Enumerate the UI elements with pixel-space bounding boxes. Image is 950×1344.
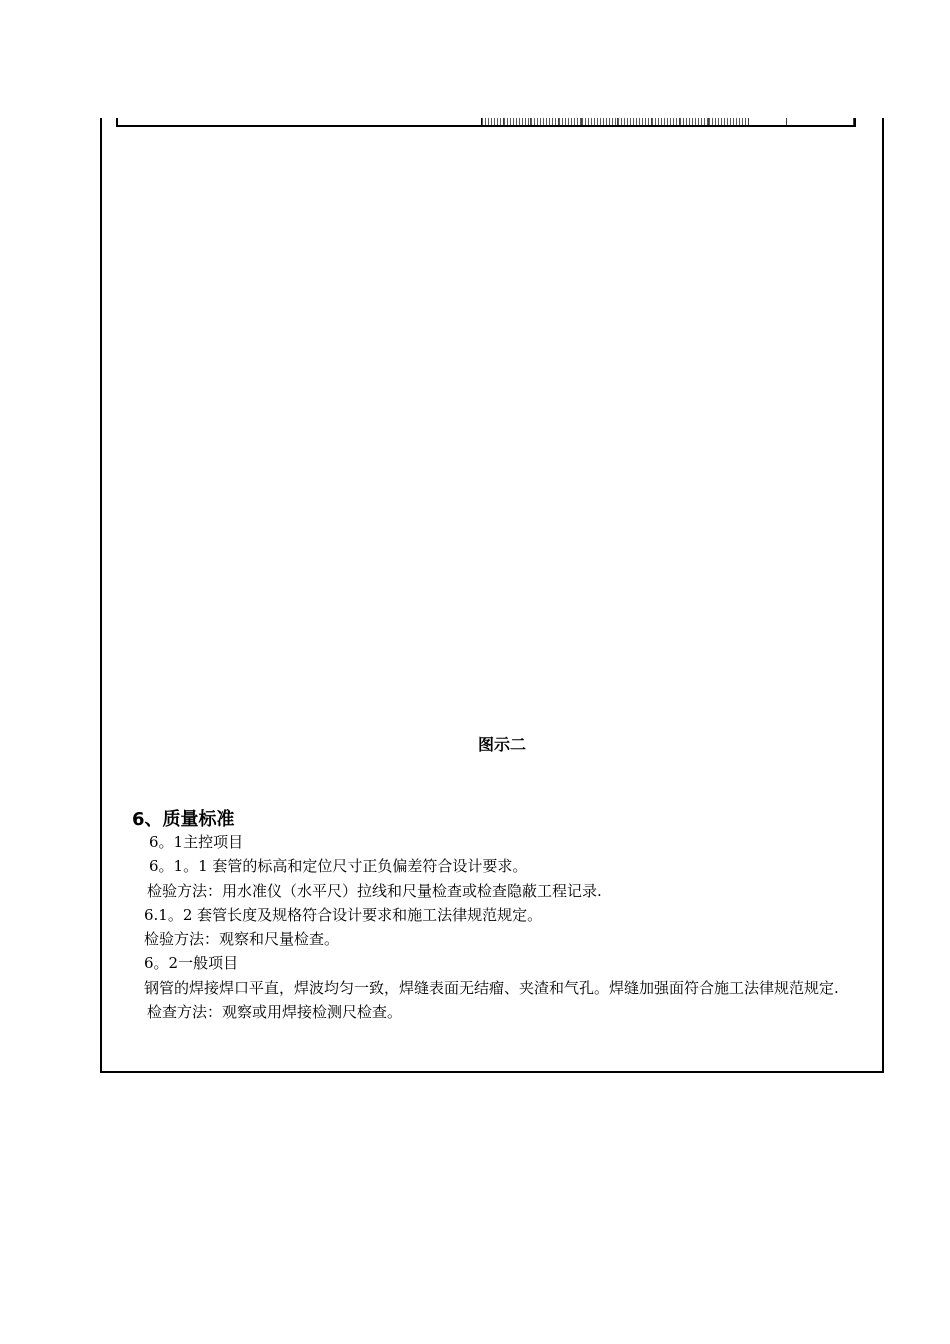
body-line: 6。2一般项目 bbox=[144, 954, 239, 973]
title-block-cell bbox=[787, 118, 854, 125]
title-block-cell bbox=[749, 118, 787, 125]
title-block-cell bbox=[652, 118, 680, 125]
body-paragraph: 钢管的焊接焊口平直，焊波均匀一致，焊缝表面无结瘤、夹渣和气孔。焊缝加强面符合施工法律规范规定. bbox=[144, 978, 839, 997]
section-heading: 6、质量标准 bbox=[132, 809, 235, 830]
title-block-cell bbox=[531, 118, 559, 125]
body-line: 6。1。1 套管的标高和定位尺寸正负偏差符合设计要求。 bbox=[149, 857, 528, 876]
body-line: 检验方法：用水准仪（水平尺）拉线和尺量检查或检查隐蔽工程记录. bbox=[147, 881, 602, 900]
title-block-cell bbox=[618, 118, 652, 125]
drawing-title-block-strip bbox=[116, 118, 856, 127]
body-line: 检验方法：观察和尺量检查。 bbox=[144, 930, 340, 949]
title-block-cell bbox=[504, 118, 530, 125]
drawing-title-block bbox=[481, 118, 854, 125]
title-block-cell bbox=[559, 118, 581, 125]
body-line: 6。1主控项目 bbox=[149, 833, 244, 851]
figure-caption: 图示二 bbox=[477, 735, 526, 754]
title-block-cell bbox=[709, 118, 749, 125]
title-block-cell bbox=[482, 118, 504, 125]
title-block-cell bbox=[680, 118, 708, 125]
section-body bbox=[142, 830, 877, 1024]
body-line: 6.1。2 套管长度及规格符合设计要求和施工法律规范规定。 bbox=[144, 905, 543, 924]
body-line: 检查方法：观察或用焊接检测尺检查。 bbox=[147, 1003, 403, 1022]
title-block-cell bbox=[582, 118, 618, 125]
document-frame bbox=[100, 118, 884, 1073]
